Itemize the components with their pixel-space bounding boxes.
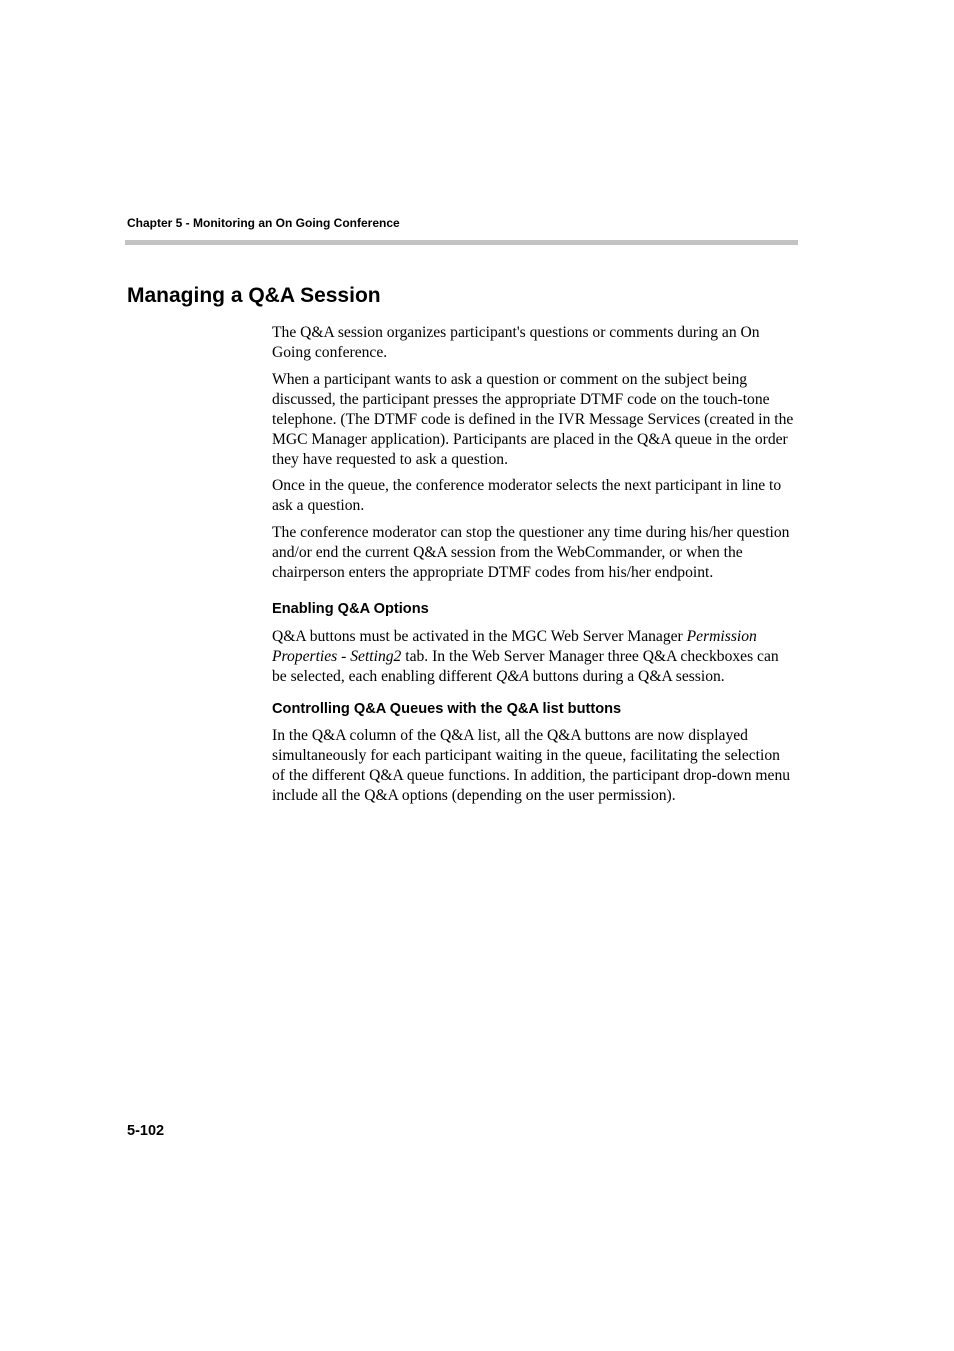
enabling-text-1: Q&A buttons must be activated in the MGC Web Server Manager: [272, 627, 687, 645]
subsection-heading-controlling: Controlling Q&A Queues with the Q&A list buttons: [272, 700, 622, 717]
paragraph-queue: Once in the queue, the conference moderator selects the next participant in line to ask a question.: [272, 477, 782, 514]
paragraph-dtmf: When a participant wants to ask a question or comment on the subject being discussed, the participant presses the appropriate DTMF code on the touch-tone telephone. (The DTMF code is defined in the IVR Message Services (created in the MGC Manager application). Participants are placed in the Q&A queue in the order they have requested to ask a question.: [272, 370, 794, 468]
paragraph-enabling: [272, 627, 794, 687]
page-number: 5-102: [127, 1123, 165, 1139]
running-header: Chapter 5 - Monitoring an On Going Conference: [127, 216, 400, 230]
enabling-italic-2: Q&A: [495, 667, 529, 685]
enabling-italic-1: Permission Properties - Setting2: [272, 627, 757, 665]
section-title: Managing a Q&A Session: [127, 284, 381, 307]
paragraph-controlling: In the Q&A column of the Q&A list, all the Q&A buttons are now displayed simultaneously for each participant waiting in the queue, facilitating the selection of the different Q&A queue functions. In addition, the participant drop-down menu include all the Q&A options (depending on the user permission).: [272, 726, 791, 804]
enabling-text-2: tab. In the Web Server Manager three Q&A checkboxes can be selected, each enabling different: [272, 647, 779, 685]
body-column: [272, 323, 794, 812]
paragraph-moderator: The conference moderator can stop the questioner any time during his/her question and/or end the current Q&A session from the WebCommander, or when the chairperson enters the appropriate DTMF codes from his/her endpoint.: [272, 523, 790, 581]
subsection-heading-enabling: Enabling Q&A Options: [272, 600, 429, 617]
header-rule: [125, 240, 798, 245]
paragraph-intro: The Q&A session organizes participant's questions or comments during an On Going conference.: [272, 324, 760, 361]
enabling-text-3: buttons during a Q&A session.: [528, 667, 725, 685]
